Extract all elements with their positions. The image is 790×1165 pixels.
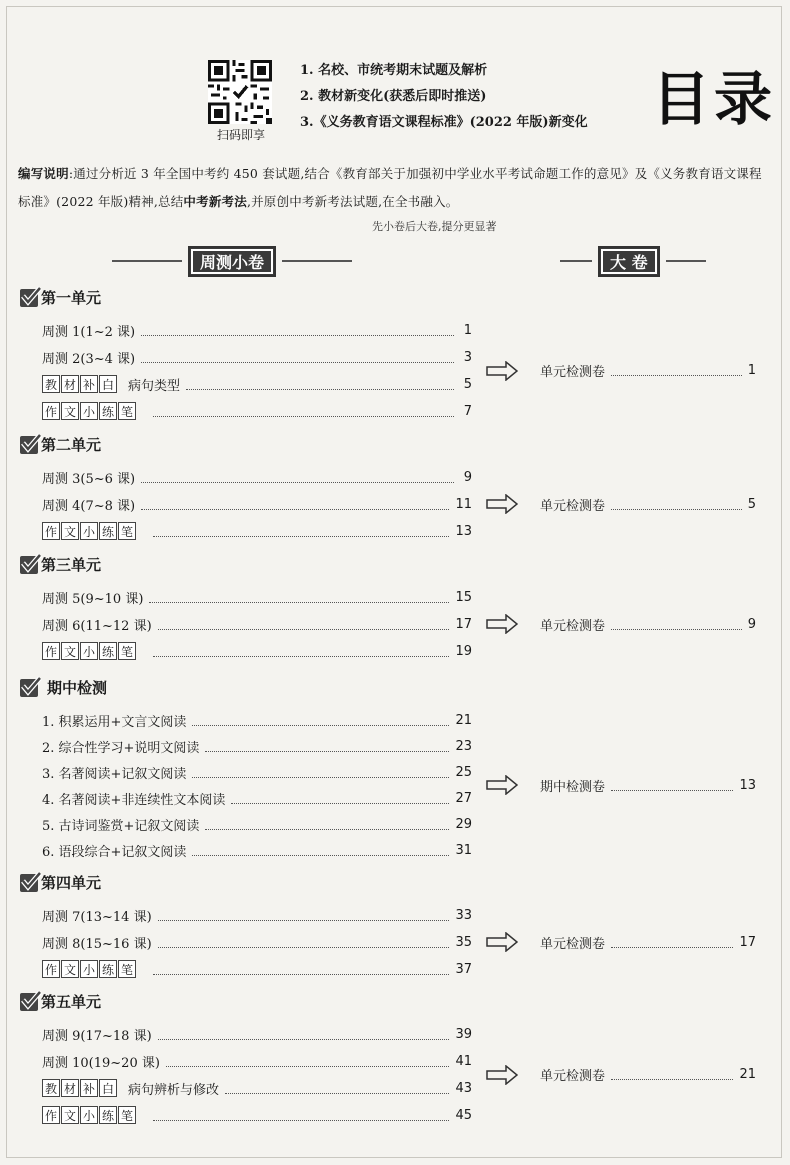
slogan: 先小卷后大卷,提分更显著 [372, 220, 497, 233]
toc-row-label: 2. 综合性学习+说明文阅读 [42, 740, 200, 756]
dot-leader [186, 379, 454, 390]
dot-leader [225, 1083, 449, 1094]
dot-leader [158, 619, 450, 630]
feature-item: 3.《义务教育语文课程标准》(2022 年版)新变化 [300, 115, 588, 130]
boxed-char: 小 [80, 960, 98, 978]
toc-row[interactable] [42, 762, 472, 782]
editor-note [18, 160, 770, 216]
toc-row-page: 25 [455, 764, 472, 780]
editor-note-label: 编写说明 [18, 166, 69, 181]
dot-leader [611, 365, 742, 376]
toc-row-page: 33 [455, 907, 472, 923]
toc-row-page: 31 [455, 842, 472, 858]
toc-row-page: 35 [455, 934, 472, 950]
feature-list [300, 58, 588, 136]
toc-row[interactable] [42, 736, 472, 756]
boxed-char: 补 [80, 1079, 98, 1097]
toc-row-label: 周测 2(3~4 课) [42, 351, 136, 367]
toc-row-label: 病句类型 [128, 378, 181, 394]
exam-row-page: 5 [747, 496, 756, 512]
exam-row-label: 期中检测卷 [540, 779, 606, 795]
boxed-char: 作 [42, 960, 60, 978]
boxed-char: 练 [99, 642, 117, 660]
exam-row-label: 单元检测卷 [540, 498, 606, 514]
editor-note-text-end: ,并原创中考新考法试题,在全书融入。 [246, 194, 459, 209]
arrow-right-icon [486, 1065, 518, 1085]
toc-row[interactable] [42, 1078, 472, 1098]
unit-title [20, 287, 101, 308]
boxed-char: 小 [80, 402, 98, 420]
toc-row-page: 5 [463, 376, 472, 392]
boxed-label [42, 522, 137, 540]
qr-caption: 扫码即享 [216, 128, 265, 142]
section-header-exam [560, 246, 706, 276]
toc-row-label: 周测 6(11~12 课) [42, 618, 152, 634]
exam-row[interactable] [540, 494, 756, 514]
toc-row[interactable] [42, 467, 472, 487]
toc-row-label: 1. 积累运用+文言文阅读 [42, 714, 187, 730]
boxed-char: 材 [61, 1079, 79, 1097]
dot-leader [611, 937, 733, 948]
toc-row-label: 周测 8(15~16 课) [42, 936, 152, 952]
toc-row-page: 19 [455, 643, 472, 659]
exam-row-label: 单元检测卷 [540, 1069, 606, 1084]
boxed-char: 小 [80, 522, 98, 540]
exam-row-page: 1 [747, 363, 756, 378]
dot-leader [611, 780, 733, 791]
dot-leader [231, 793, 449, 804]
unit-title [20, 991, 101, 1012]
toc-row[interactable] [42, 959, 472, 979]
toc-row-page: 41 [455, 1053, 472, 1069]
exam-row[interactable] [540, 614, 756, 634]
toc-row[interactable] [42, 347, 472, 367]
dot-leader [149, 592, 449, 603]
dot-leader [158, 910, 450, 921]
checkmark-icon [20, 874, 38, 892]
boxed-label [42, 375, 118, 393]
boxed-char: 小 [80, 642, 98, 660]
toc-row-label: 周测 7(13~14 课) [42, 909, 152, 925]
feature-item: 2. 教材新变化(获悉后即时推送) [300, 89, 487, 104]
exam-row-label: 单元检测卷 [540, 365, 606, 380]
dot-leader [141, 325, 454, 336]
boxed-char: 笔 [118, 522, 136, 540]
toc-row-page: 17 [455, 616, 472, 632]
toc-row-label: 4. 名著阅读+非连续性文本阅读 [42, 792, 226, 808]
boxed-char: 白 [99, 375, 117, 393]
toc-row[interactable] [42, 905, 472, 925]
dot-leader [205, 741, 449, 752]
exam-row-label: 单元检测卷 [540, 936, 606, 952]
toc-row-label: 周测 10(19~20 课) [42, 1055, 160, 1071]
dot-leader [141, 499, 449, 510]
toc-row-page: 39 [455, 1026, 472, 1042]
toc-row[interactable] [42, 587, 472, 607]
boxed-char: 笔 [118, 1106, 136, 1124]
boxed-char: 补 [80, 375, 98, 393]
boxed-label [42, 960, 137, 978]
arrow-right-icon [486, 361, 518, 381]
boxed-label [42, 1079, 118, 1097]
boxed-char: 小 [80, 1106, 98, 1124]
boxed-char: 笔 [118, 402, 136, 420]
unit-title [20, 677, 107, 698]
exam-row-page: 21 [739, 1067, 756, 1082]
exam-row[interactable] [540, 775, 756, 795]
toc-row[interactable] [42, 840, 472, 860]
arrow-right-icon [486, 494, 518, 514]
exam-row-page: 13 [739, 777, 756, 793]
boxed-char: 教 [42, 375, 60, 393]
toc-row-page: 43 [455, 1080, 472, 1096]
dot-leader [153, 646, 449, 657]
toc-row-page: 3 [463, 349, 472, 365]
checkmark-icon [20, 556, 38, 574]
toc-row[interactable] [42, 374, 472, 394]
toc-row-page: 27 [455, 790, 472, 806]
dot-leader [153, 1110, 449, 1121]
toc-row-label: 5. 古诗词鉴赏+记叙文阅读 [42, 818, 200, 834]
feature-item: 1. 名校、市统考期末试题及解析 [300, 63, 488, 78]
unit-title-text: 期中检测 [47, 679, 108, 697]
toc-row[interactable] [42, 1105, 472, 1125]
toc-row-label: 周测 1(1~2 课) [42, 324, 136, 340]
dot-leader [153, 406, 454, 417]
boxed-label [42, 402, 137, 420]
toc-row-page: 37 [455, 961, 472, 977]
dot-leader [192, 767, 449, 778]
toc-row-page: 9 [463, 469, 472, 485]
editor-note-text: :通过分析近 3 年全国中考约 450 套试题,结合《教育部关于加强初中学业水平考试命题工作的意见》及《义务教育语文课程标准》(2022 年版)精神,总结 [18, 166, 762, 209]
dot-leader [153, 964, 449, 975]
dot-leader [192, 715, 449, 726]
toc-row[interactable] [42, 320, 472, 340]
section-title-exam: 大 卷 [598, 246, 660, 277]
boxed-char: 材 [61, 375, 79, 393]
dot-leader [166, 1056, 450, 1067]
checkmark-icon [20, 436, 38, 454]
toc-row-page: 15 [455, 589, 472, 605]
toc-row-page: 45 [455, 1107, 472, 1123]
checkmark-icon [20, 289, 38, 307]
unit-title [20, 554, 101, 575]
unit-title-text: 第二单元 [41, 436, 102, 454]
dot-leader [192, 845, 449, 856]
unit-title [20, 872, 101, 893]
checkmark-icon [20, 993, 38, 1011]
boxed-char: 文 [61, 960, 79, 978]
dot-leader [141, 472, 454, 483]
dot-leader [158, 937, 450, 948]
toc-row-label: 周测 4(7~8 课) [42, 498, 136, 514]
toc-row[interactable] [42, 932, 472, 952]
boxed-char: 练 [99, 402, 117, 420]
unit-title-text: 第五单元 [41, 993, 102, 1011]
arrow-right-icon [486, 775, 518, 795]
boxed-char: 文 [61, 642, 79, 660]
page-title: 目录 [652, 65, 777, 133]
dot-leader [611, 619, 742, 630]
boxed-char: 笔 [118, 960, 136, 978]
dot-leader [611, 499, 742, 510]
toc-row[interactable] [42, 494, 472, 514]
toc-row[interactable] [42, 614, 472, 634]
boxed-char: 作 [42, 402, 60, 420]
boxed-char: 作 [42, 1106, 60, 1124]
toc-row-label: 6. 语段综合+记叙文阅读 [42, 844, 187, 860]
boxed-char: 笔 [118, 642, 136, 660]
arrow-right-icon [486, 932, 518, 952]
boxed-char: 白 [99, 1079, 117, 1097]
qr-code-icon[interactable] [208, 60, 272, 124]
exam-row[interactable] [540, 361, 756, 381]
boxed-char: 作 [42, 522, 60, 540]
section-title-weekly: 周测小卷 [188, 246, 276, 277]
unit-title-text: 第一单元 [41, 289, 102, 307]
exam-row-page: 9 [747, 616, 756, 632]
boxed-char: 教 [42, 1079, 60, 1097]
dot-leader [141, 352, 454, 363]
boxed-char: 练 [99, 1106, 117, 1124]
toc-row[interactable] [42, 401, 472, 421]
toc-row[interactable] [42, 641, 472, 661]
unit-title-text: 第三单元 [41, 556, 102, 574]
section-header-weekly [112, 246, 352, 276]
editor-note-highlight: 中考新考法 [183, 194, 247, 209]
toc-row[interactable] [42, 521, 472, 541]
toc-row-page: 1 [463, 322, 472, 338]
boxed-char: 作 [42, 642, 60, 660]
toc-row-label: 周测 3(5~6 课) [42, 471, 136, 487]
toc-row-page: 29 [455, 816, 472, 832]
boxed-char: 文 [61, 522, 79, 540]
boxed-label [42, 1106, 137, 1124]
exam-row-page: 17 [739, 934, 756, 950]
toc-row[interactable] [42, 1024, 472, 1044]
toc-row-label: 周测 9(17~18 课) [42, 1028, 152, 1044]
exam-row-label: 单元检测卷 [540, 618, 606, 634]
toc-row-page: 13 [455, 523, 472, 539]
toc-row-label: 周测 5(9~10 课) [42, 591, 144, 607]
boxed-char: 练 [99, 522, 117, 540]
exam-row[interactable] [540, 1065, 756, 1085]
toc-row[interactable] [42, 710, 472, 730]
toc-row-label: 3. 名著阅读+记叙文阅读 [42, 766, 187, 782]
dot-leader [158, 1029, 450, 1040]
dot-leader [611, 1069, 733, 1080]
exam-row[interactable] [540, 932, 756, 952]
toc-row-page: 7 [463, 403, 472, 419]
checkmark-icon [20, 679, 38, 697]
unit-title [20, 434, 101, 455]
toc-row[interactable] [42, 1051, 472, 1071]
toc-row[interactable] [42, 814, 472, 834]
toc-row[interactable] [42, 788, 472, 808]
arrow-right-icon [486, 614, 518, 634]
boxed-char: 文 [61, 402, 79, 420]
toc-row-page: 23 [455, 738, 472, 754]
toc-row-label: 病句辨析与修改 [128, 1082, 220, 1098]
dot-leader [153, 526, 449, 537]
unit-title-text: 第四单元 [41, 874, 102, 892]
toc-row-page: 21 [455, 712, 472, 728]
boxed-label [42, 642, 137, 660]
boxed-char: 练 [99, 960, 117, 978]
toc-row-page: 11 [455, 496, 472, 512]
dot-leader [205, 819, 449, 830]
boxed-char: 文 [61, 1106, 79, 1124]
